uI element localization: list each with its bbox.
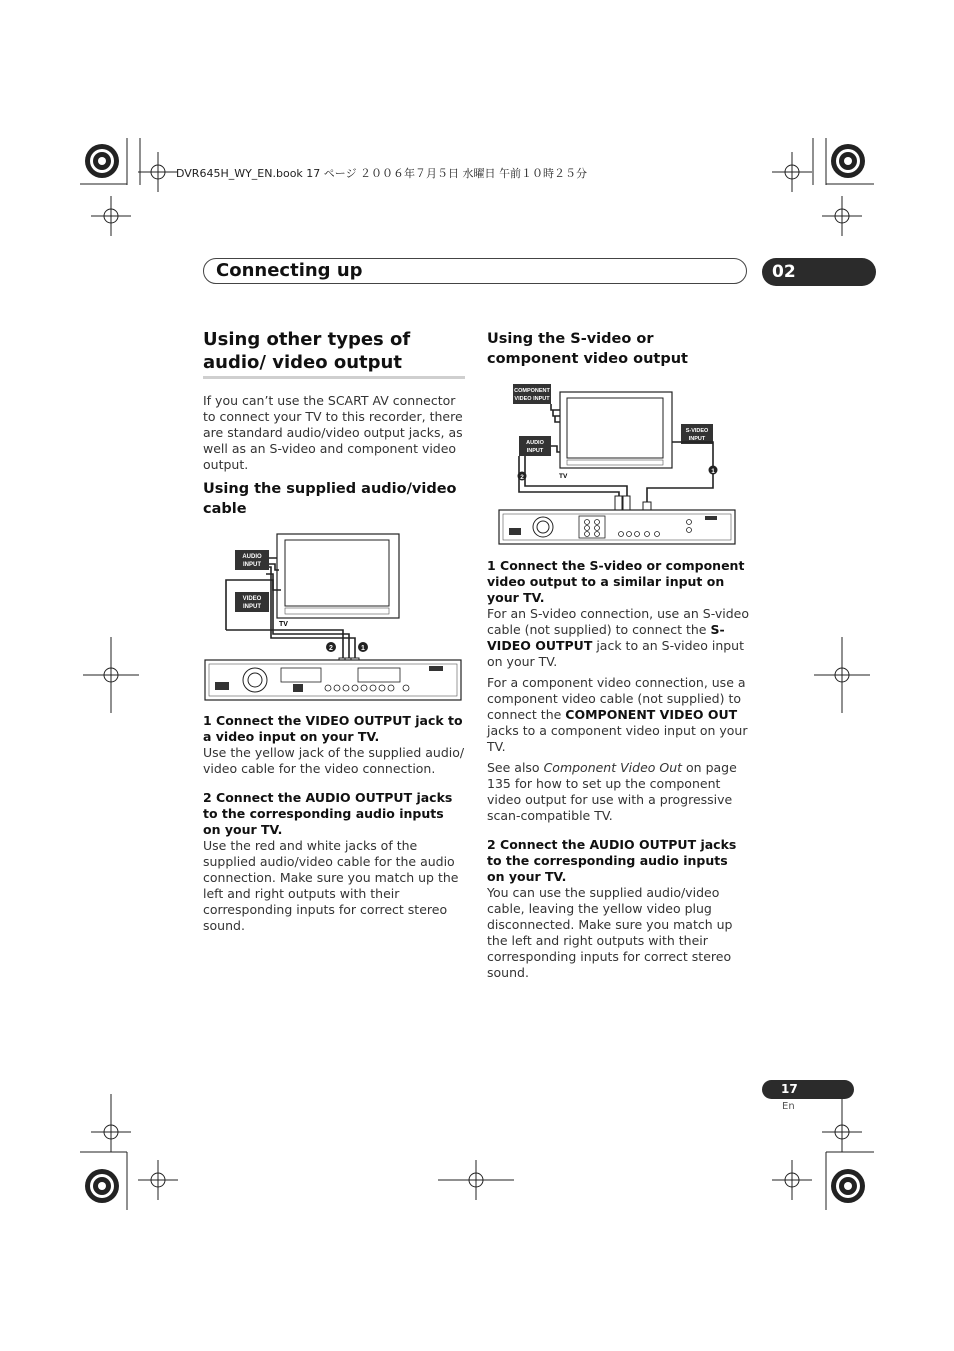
right-step1-component: For a component video connection, use a component video cable (not supplied) to connect the COMPONENT VIDEO OUT jacks to a component video input on your TV. (487, 675, 748, 754)
tv-label: TV (559, 473, 568, 480)
left-step1-title: 1 Connect the VIDEO OUTPUT jack to a video input on your TV. (203, 713, 463, 744)
left-step2-title: 2 Connect the AUDIO OUTPUT jacks to the corresponding audio inputs on your TV. (203, 790, 453, 837)
heading-rule (203, 376, 465, 379)
intro-paragraph: If you can’t use the SCART AV connector to connect your TV to this recorder, there are standard audio/video output jacks, as well as an S-video and component video output. (203, 393, 463, 472)
section-title: Connecting up (216, 260, 363, 281)
sub-heading-svideo-component: Using the S-video or component video output (487, 331, 688, 367)
left-step2-body: Use the red and white jacks of the supplied audio/video cable for the audio connection. Make sure you match up the left and right outputs with their corresponding inputs for correct stereo sound. (203, 838, 459, 933)
cross-reference-link[interactable]: Component Video Out (543, 760, 683, 775)
right-step1-svideo: For an S-video connection, use an S-video cable (not supplied) to connect the S-VIDEO OUTPUT jack to an S-video input on your TV. (487, 606, 750, 669)
right-step1-see-also: See also Component Video Out on page 135 for how to set up the component video output for use with a progressive scan-compatible TV. (487, 760, 737, 823)
audio-input-label-1: AUDIO (526, 440, 544, 446)
book-info: DVR645H_WY_EN.book 17 ページ ２００６年７月５日 水曜日 午前１０時２５分 (176, 167, 588, 180)
supplied-cable-diagram (203, 530, 465, 705)
language-code: En (782, 1101, 795, 1112)
sub-heading-supplied-cable: Using the supplied audio/video cable (203, 481, 457, 517)
svideo-input-label-1: S-VIDEO (685, 428, 709, 434)
audio-input-label-1: AUDIO (242, 554, 262, 560)
right-steps (487, 558, 749, 986)
audio-input-label-2: INPUT (526, 448, 544, 454)
callout-1: 1 (361, 645, 365, 652)
main-heading: Using other types of audio/ video output (203, 329, 411, 373)
left-steps (203, 713, 465, 939)
right-step1-title: 1 Connect the S-video or component video output to a similar input on your TV. (487, 558, 745, 605)
callout-1: 1 (711, 468, 715, 475)
tv-label: TV (279, 621, 288, 628)
component-input-label-1: COMPONENT (514, 388, 550, 394)
callout-2: 2 (520, 474, 524, 481)
callout-2: 2 (329, 645, 333, 652)
right-step2-body: You can use the supplied audio/video cable, leaving the yellow video plug disconnected. Make sure you match up the left and right outputs with their corresponding inputs for correct stereo sound. (487, 885, 733, 980)
video-input-label-1: VIDEO (242, 596, 262, 602)
svideo-component-diagram (497, 382, 739, 548)
audio-input-label-2: INPUT (243, 562, 261, 568)
chapter-number: 02 (762, 258, 876, 286)
component-input-label-2: VIDEO INPUT (514, 396, 550, 402)
right-step2-title: 2 Connect the AUDIO OUTPUT jacks to the corresponding audio inputs on your TV. (487, 837, 737, 884)
video-input-label-2: INPUT (243, 604, 261, 610)
left-step1-body: Use the yellow jack of the supplied audio/ video cable for the video connection. (203, 745, 465, 776)
svideo-input-label-2: INPUT (688, 436, 706, 442)
page-number: 17 (762, 1080, 854, 1099)
